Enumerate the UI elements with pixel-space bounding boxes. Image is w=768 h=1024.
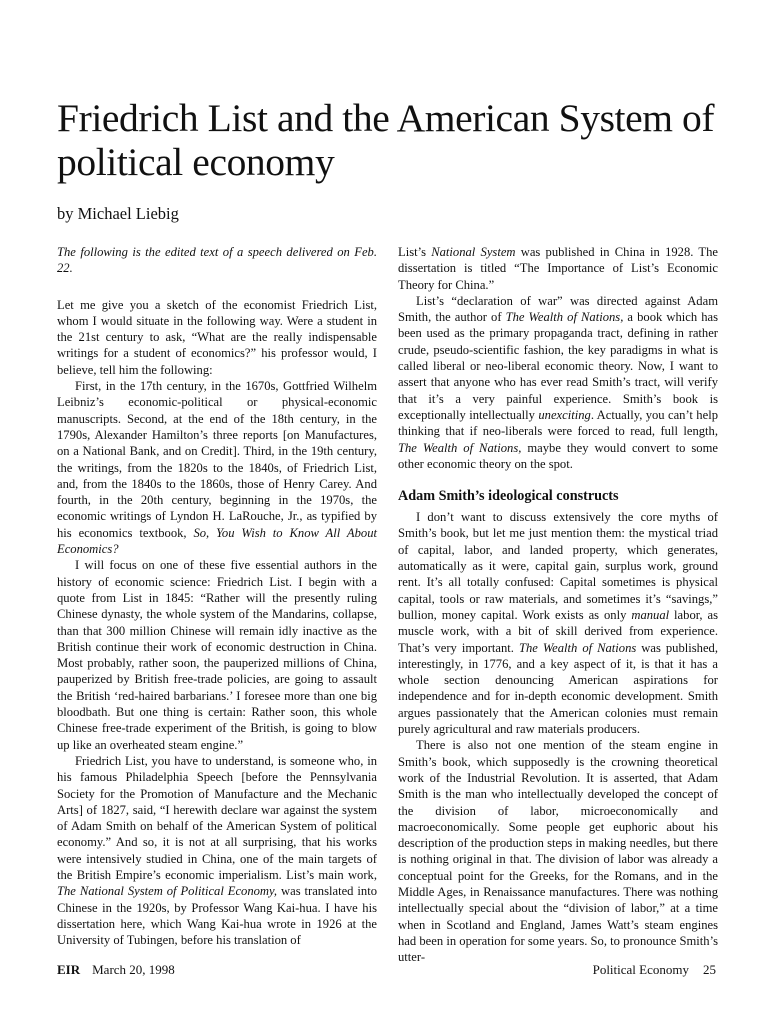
section-name: Political Economy [592,962,689,977]
article-byline: by Michael Liebig [57,204,179,223]
text-run: maybe they would convert to some other economic theory on the spot. [398,440,718,471]
book-title: The National System of Political Economy, [57,884,278,899]
emphasis: unexciting [538,407,591,422]
paragraph [57,378,377,557]
text-run: labor, as muscle work, with a bit of skill derived from experience. That’s very important. [398,607,718,655]
text-run: List’s “declaration of war” was directed against Adam Smith, the author of [398,293,718,325]
issue-date: March 20, 1998 [92,962,175,977]
paragraph: There is also not one mention of the steam engine in Smith’s book, which supposedly is the crowning theoretical work of the Industrial Revolution. It is asserted, that Adam Smith is the man who intellectually developed the concept of the division of labor, microeconomically and macroeconomically. Some people get euphoric about his description of the production steps in making needles, but there is nothing original in that. The division of labor was already a conceptual point for the Greeks, for the Romans, and in the Middle Ages, in Renaissance manufactures. There was nothing intellectually special about the “division of labor,” at a time when in Scotland and England, James Watt’s steam engines had been in operation for some years. So, to pronounce Smith’s utter- [398,738,718,965]
right-column [398,244,718,965]
article-title: Friedrich List and the American System of political economy [57,96,715,184]
section-heading: Adam Smith’s ideological constructs [398,488,619,505]
paragraph: Let me give you a sketch of the economist Friedrich List, whom I would situate in the following way. Were a student in the 21st century to ask, “What are the really indispensable writings for a student of economics?” his professor would, I believe, tell him the following: [57,297,377,377]
book-title: So, You Wish to Know All About Economics? [57,525,377,557]
text-run: . Actually, you can’t help thinking that if neo-liberals were forced to read, full length, [398,407,718,439]
left-column [57,244,377,948]
paragraph [57,753,377,949]
book-title: National System [431,245,516,259]
text-run: a book which has been used as the primary propaganda tract, defining in rather crude, pseudo-scientific fashion, the key paradigms in what is called liberal or neo-liberal economic theory. Now, I want to assert that anyone who has ever read Smith’s tract, will verify that it’s a very painful experience. Smith’s book is exceptionally intellectually [398,310,718,422]
text-run: Friedrich List, you have to understand, is someone who, in his famous Philadelphia Speech [before the Pennsylvania Society for the Promotion of Manufacture and the Mechanic Arts] of 1827, said, “I herewith declare war against the system of Adam Smith on behalf of the American System of political economy.” And so, it is not at all surprising, that his works were intensively studied in China, one of the main targets of the British Empire’s economic imperialism. List’s main work, [57,753,377,882]
text-run: was translated into Chinese in the 1920s, by Professor Wang Kai-hua. I have his dissertation here, which Wang Kai-hua wrote in 1926 at the University of Tubingen, before his translation of [57,884,377,948]
text-run: was published, interestingly, in 1776, and a key aspect of it, is that it has a whole section denouncing American aspirations for independence and for in-depth economic development. Smith argues passionately that the American colonies must remain purely agricultural and raw materials producers. [398,640,718,737]
emphasis: manual [631,607,670,622]
footer-right [593,962,716,978]
page-number: 25 [703,962,716,977]
book-title: The Wealth of Nations [518,640,637,655]
paragraph [398,244,718,293]
paragraph [398,293,718,472]
text-run: First, in the 17th century, in the 1670s, Gottfried Wilhelm Leibniz’s economic-political or physical-economic manuscripts. Second, at the end of the 18th century, in the 1790s, Alexander Hamilton’s three reports [on Manufactures, on a National Bank, and on Credit]. Third, in the 19th century, the writings, from the 1820s to the 1840s, of Friedrich List, and, from the 1840s to the 1860s, those of Henry Carey. And fourth, in the 20th century, beginning in the 1970s, the economic writings of Lyndon H. LaRouche, Jr., as typified by his economics textbook, [57,379,377,540]
text-run: List’s [398,245,432,259]
text-run: was published in China in 1928. The dissertation is titled “The Importance of List’s Economic Theory for China.” [398,245,718,292]
intro-note: The following is the edited text of a speech delivered on Feb. 22. [57,245,377,276]
publication-name: EIR [57,962,81,977]
book-title: The Wealth of Nations, [398,440,522,455]
text-run: I don’t want to discuss extensively the core myths of Smith’s book, but let me just mention them: the mystical triad of capital, labor, and landed property, which generates, automatically as it were, capital gain, surplus work, ground rent. It’s all totally confused: Capital sometimes is physical capital, tools or raw materials, and sometimes it’s “savings,” bullion, money capital. Work exists as only [398,510,718,622]
paragraph: I will focus on one of these five essential authors in the history of economic science: Friedrich List. I begin with a quote from List in 1845: “Rather will the presently ruling Chinese dynasty, the whole system of the Mandarins, collapse, than that 300 million Chinese will remain idly inactive as the British continue their work of economic destruction in China. Most probably, rather soon, the pauperized millions of China, pauperized by British free-trade policies, are going to assault the British ‘red-haired barbarians.’ I foresee more than one big bloodbath. But one thing is certain: Rather soon, this whole Chinese free-trade experiment of the British, is going to blow up like an overheated steam engine.” [57,558,377,752]
paragraph [398,509,718,737]
footer-left [57,962,175,978]
book-title: The Wealth of Nations, [505,310,624,325]
